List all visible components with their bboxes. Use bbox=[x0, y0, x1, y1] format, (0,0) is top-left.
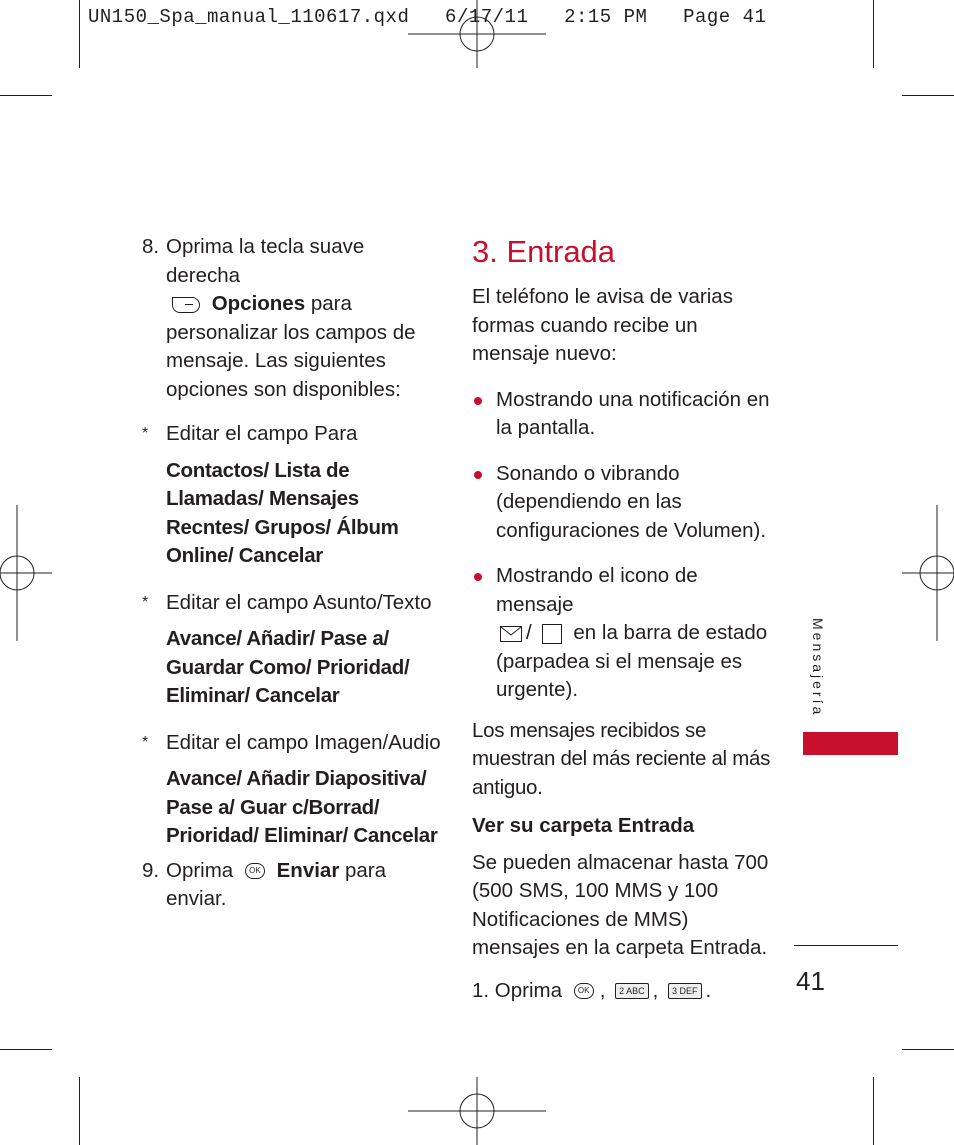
bullet-item bbox=[472, 562, 772, 705]
multimedia-message-icon bbox=[542, 624, 562, 644]
step-1 bbox=[472, 977, 772, 1006]
step-8 bbox=[142, 233, 442, 404]
crop-mark bbox=[0, 1049, 52, 1050]
step-text: 1. Oprima bbox=[472, 978, 562, 1002]
step-text: Oprima la tecla suave derecha bbox=[166, 235, 365, 287]
field-label: Editar el campo Imagen/Audio bbox=[166, 730, 441, 754]
step-text: para personalizar los campos de mensaje. Las siguientes opciones son disponibles: bbox=[166, 292, 416, 401]
option-list: Avance/ Añadir/ Pase a/ Guardar Como/ Prioridad/ Eliminar/ Cancelar bbox=[166, 627, 410, 707]
bullet-text: Mostrando el icono de mensaje bbox=[496, 564, 698, 616]
envelope-icon bbox=[500, 626, 522, 642]
capacity-paragraph: Se pueden almacenar hasta 700 (500 SMS, 100 MMS y 100 Notificaciones de MMS) mensajes en la carpeta Entrada. bbox=[472, 850, 769, 959]
step-number: 8. bbox=[142, 235, 160, 258]
field-label: Editar el campo Asunto/Texto bbox=[166, 590, 432, 614]
crop-mark bbox=[873, 1077, 874, 1145]
field-item bbox=[142, 589, 442, 618]
bullet-dot-icon bbox=[474, 471, 482, 479]
send-label: Enviar bbox=[276, 858, 340, 882]
page-number: 41 bbox=[796, 966, 825, 996]
crop-mark bbox=[873, 0, 874, 68]
registration-mark-icon bbox=[408, 0, 546, 68]
crop-mark bbox=[0, 95, 52, 96]
step-text: Oprima bbox=[166, 858, 234, 882]
intro-paragraph: El teléfono le avisa de varias formas cuando recibe un mensaje nuevo: bbox=[472, 285, 733, 365]
separator: , bbox=[599, 978, 606, 1002]
field-item bbox=[142, 729, 442, 758]
bullet-dot-icon bbox=[474, 397, 482, 405]
section-side-label: Mensajería bbox=[810, 618, 826, 718]
asterisk: * bbox=[142, 593, 149, 611]
option-list: Contactos/ Lista de Llamadas/ Mensajes Recntes/ Grupos/ Álbum Online/ Cancelar bbox=[166, 458, 399, 567]
bullet-item bbox=[472, 386, 772, 443]
step-number: 9. bbox=[142, 858, 160, 882]
right-soft-key-icon bbox=[172, 297, 200, 313]
crop-mark bbox=[79, 1077, 80, 1145]
options-label: Opciones bbox=[211, 292, 306, 315]
section-tab bbox=[803, 732, 898, 755]
bullet-dot-icon bbox=[474, 573, 482, 581]
order-paragraph: Los mensajes recibidos se muestran del más reciente al más antiguo. bbox=[472, 718, 771, 799]
section-title: 3. Entrada bbox=[472, 234, 616, 269]
option-list: Avance/ Añadir Diapositiva/ Pase a/ Guar c/Borrad/ Prioridad/ Eliminar/ Cancelar bbox=[166, 767, 438, 847]
icon-separator: / bbox=[526, 621, 532, 644]
registration-mark-icon bbox=[0, 505, 52, 641]
key-2-icon: 2 ABC bbox=[615, 983, 649, 999]
separator: , bbox=[652, 978, 659, 1002]
bullet-text: Mostrando una notificación en la pantalla. bbox=[496, 387, 770, 439]
bullet-item bbox=[472, 460, 772, 546]
right-column bbox=[472, 235, 772, 1005]
crop-mark bbox=[902, 95, 954, 96]
step-9 bbox=[142, 857, 442, 914]
asterisk: * bbox=[142, 733, 149, 751]
bullet-text: en la barra de estado (parpadea si el mensaje es urgente). bbox=[496, 621, 768, 701]
subheading: Ver su carpeta Entrada bbox=[472, 814, 695, 837]
ok-key-icon: OK bbox=[574, 983, 594, 999]
field-item bbox=[142, 420, 442, 449]
key-3-icon: 3 DEF bbox=[668, 983, 702, 999]
asterisk: * bbox=[142, 425, 149, 442]
field-label: Editar el campo Para bbox=[166, 422, 358, 445]
bullet-text: Sonando o vibrando (dependiendo en las configuraciones de Volumen). bbox=[496, 461, 767, 542]
crop-mark bbox=[79, 0, 80, 68]
page-number-rule bbox=[794, 945, 898, 946]
left-column bbox=[142, 233, 442, 930]
registration-mark-icon bbox=[902, 505, 954, 641]
separator: . bbox=[705, 978, 712, 1002]
registration-mark-icon bbox=[408, 1077, 546, 1145]
ok-key-icon: OK bbox=[245, 863, 265, 879]
crop-mark bbox=[902, 1049, 954, 1050]
step-text: para enviar. bbox=[166, 858, 387, 910]
print-slug: UN150_Spa_manual_110617.qxd 6/17/11 2:15 PM Page 41 bbox=[88, 6, 767, 28]
